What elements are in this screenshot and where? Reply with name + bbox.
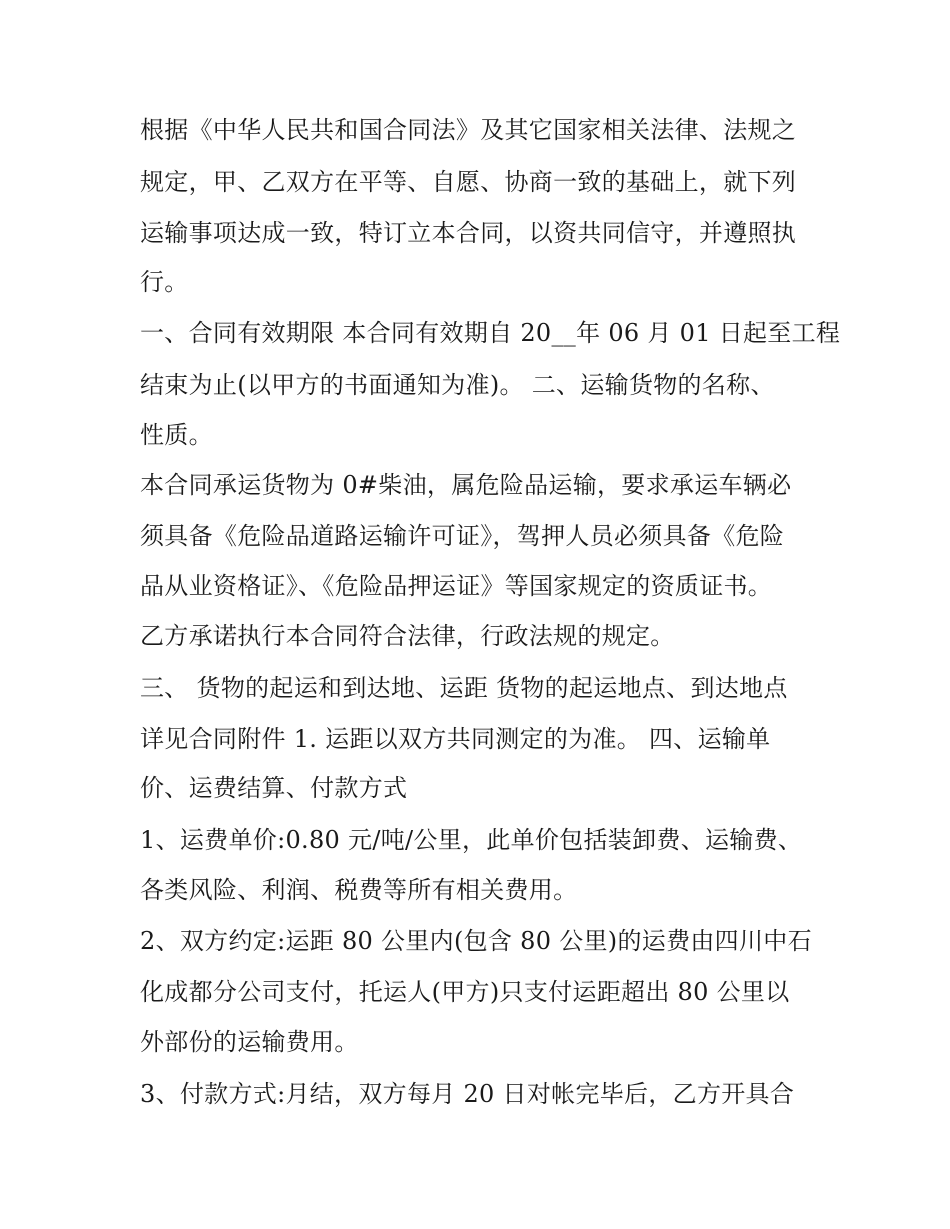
text-line: 运输事项达成一致，特订立本合同，以资共同信守，并遵照执 xyxy=(140,219,797,247)
text-line: 性质。 xyxy=(140,421,213,449)
text-line: 三、 货物的起运和到达地、运距 货物的起运地点、到达地点 xyxy=(140,674,788,702)
text-line: 价、运费结算、付款方式 xyxy=(140,774,408,802)
text-line: 2、双方约定:运距 80 公里内(包含 80 公里)的运费由四川中石 xyxy=(140,927,812,955)
text-line: 品从业资格证》、《危险品押运证》等国家规定的资质证书。 xyxy=(140,572,773,600)
text-line: 各类风险、利润、税费等所有相关费用。 xyxy=(140,876,578,904)
text-line: 结束为止(以甲方的书面通知为准)。 二、运输货物的名称、 xyxy=(140,371,775,399)
text-line: 化成都分公司支付，托运人(甲方)只支付运距超出 80 公里以 xyxy=(140,978,790,1006)
text-line: 乙方承诺执行本合同符合法律，行政法规的规定。 xyxy=(140,622,675,650)
text-line: 3、付款方式:月结，双方每月 20 日对帐完毕后，乙方开具合 xyxy=(140,1080,795,1108)
text-line: 本合同承运货物为 0#柴油，属危险品运输，要求承运车辆必 xyxy=(140,471,792,499)
text-line: 须具备《危险品道路运输许可证》，驾押人员必须具备《危险 xyxy=(140,522,785,550)
text-line: 详见合同附件 1. 运距以双方共同测定的为准。 四、运输单 xyxy=(140,725,771,753)
text-line: 1、运费单价:0.80 元/吨/公里，此单价包括装卸费、运输费、 xyxy=(140,826,803,854)
text-line: 规定，甲、乙双方在平等、自愿、协商一致的基础上，就下列 xyxy=(140,168,797,196)
text-line: 外部份的运输费用。 xyxy=(140,1028,359,1056)
text-line: 行。 xyxy=(140,268,189,296)
text-line: 根据《中华人民共和国合同法》及其它国家相关法律、法规之 xyxy=(140,116,797,144)
text-line: 一、合同有效期限 本合同有效期自 20__年 06 月 01 日起至工程 xyxy=(140,319,841,347)
